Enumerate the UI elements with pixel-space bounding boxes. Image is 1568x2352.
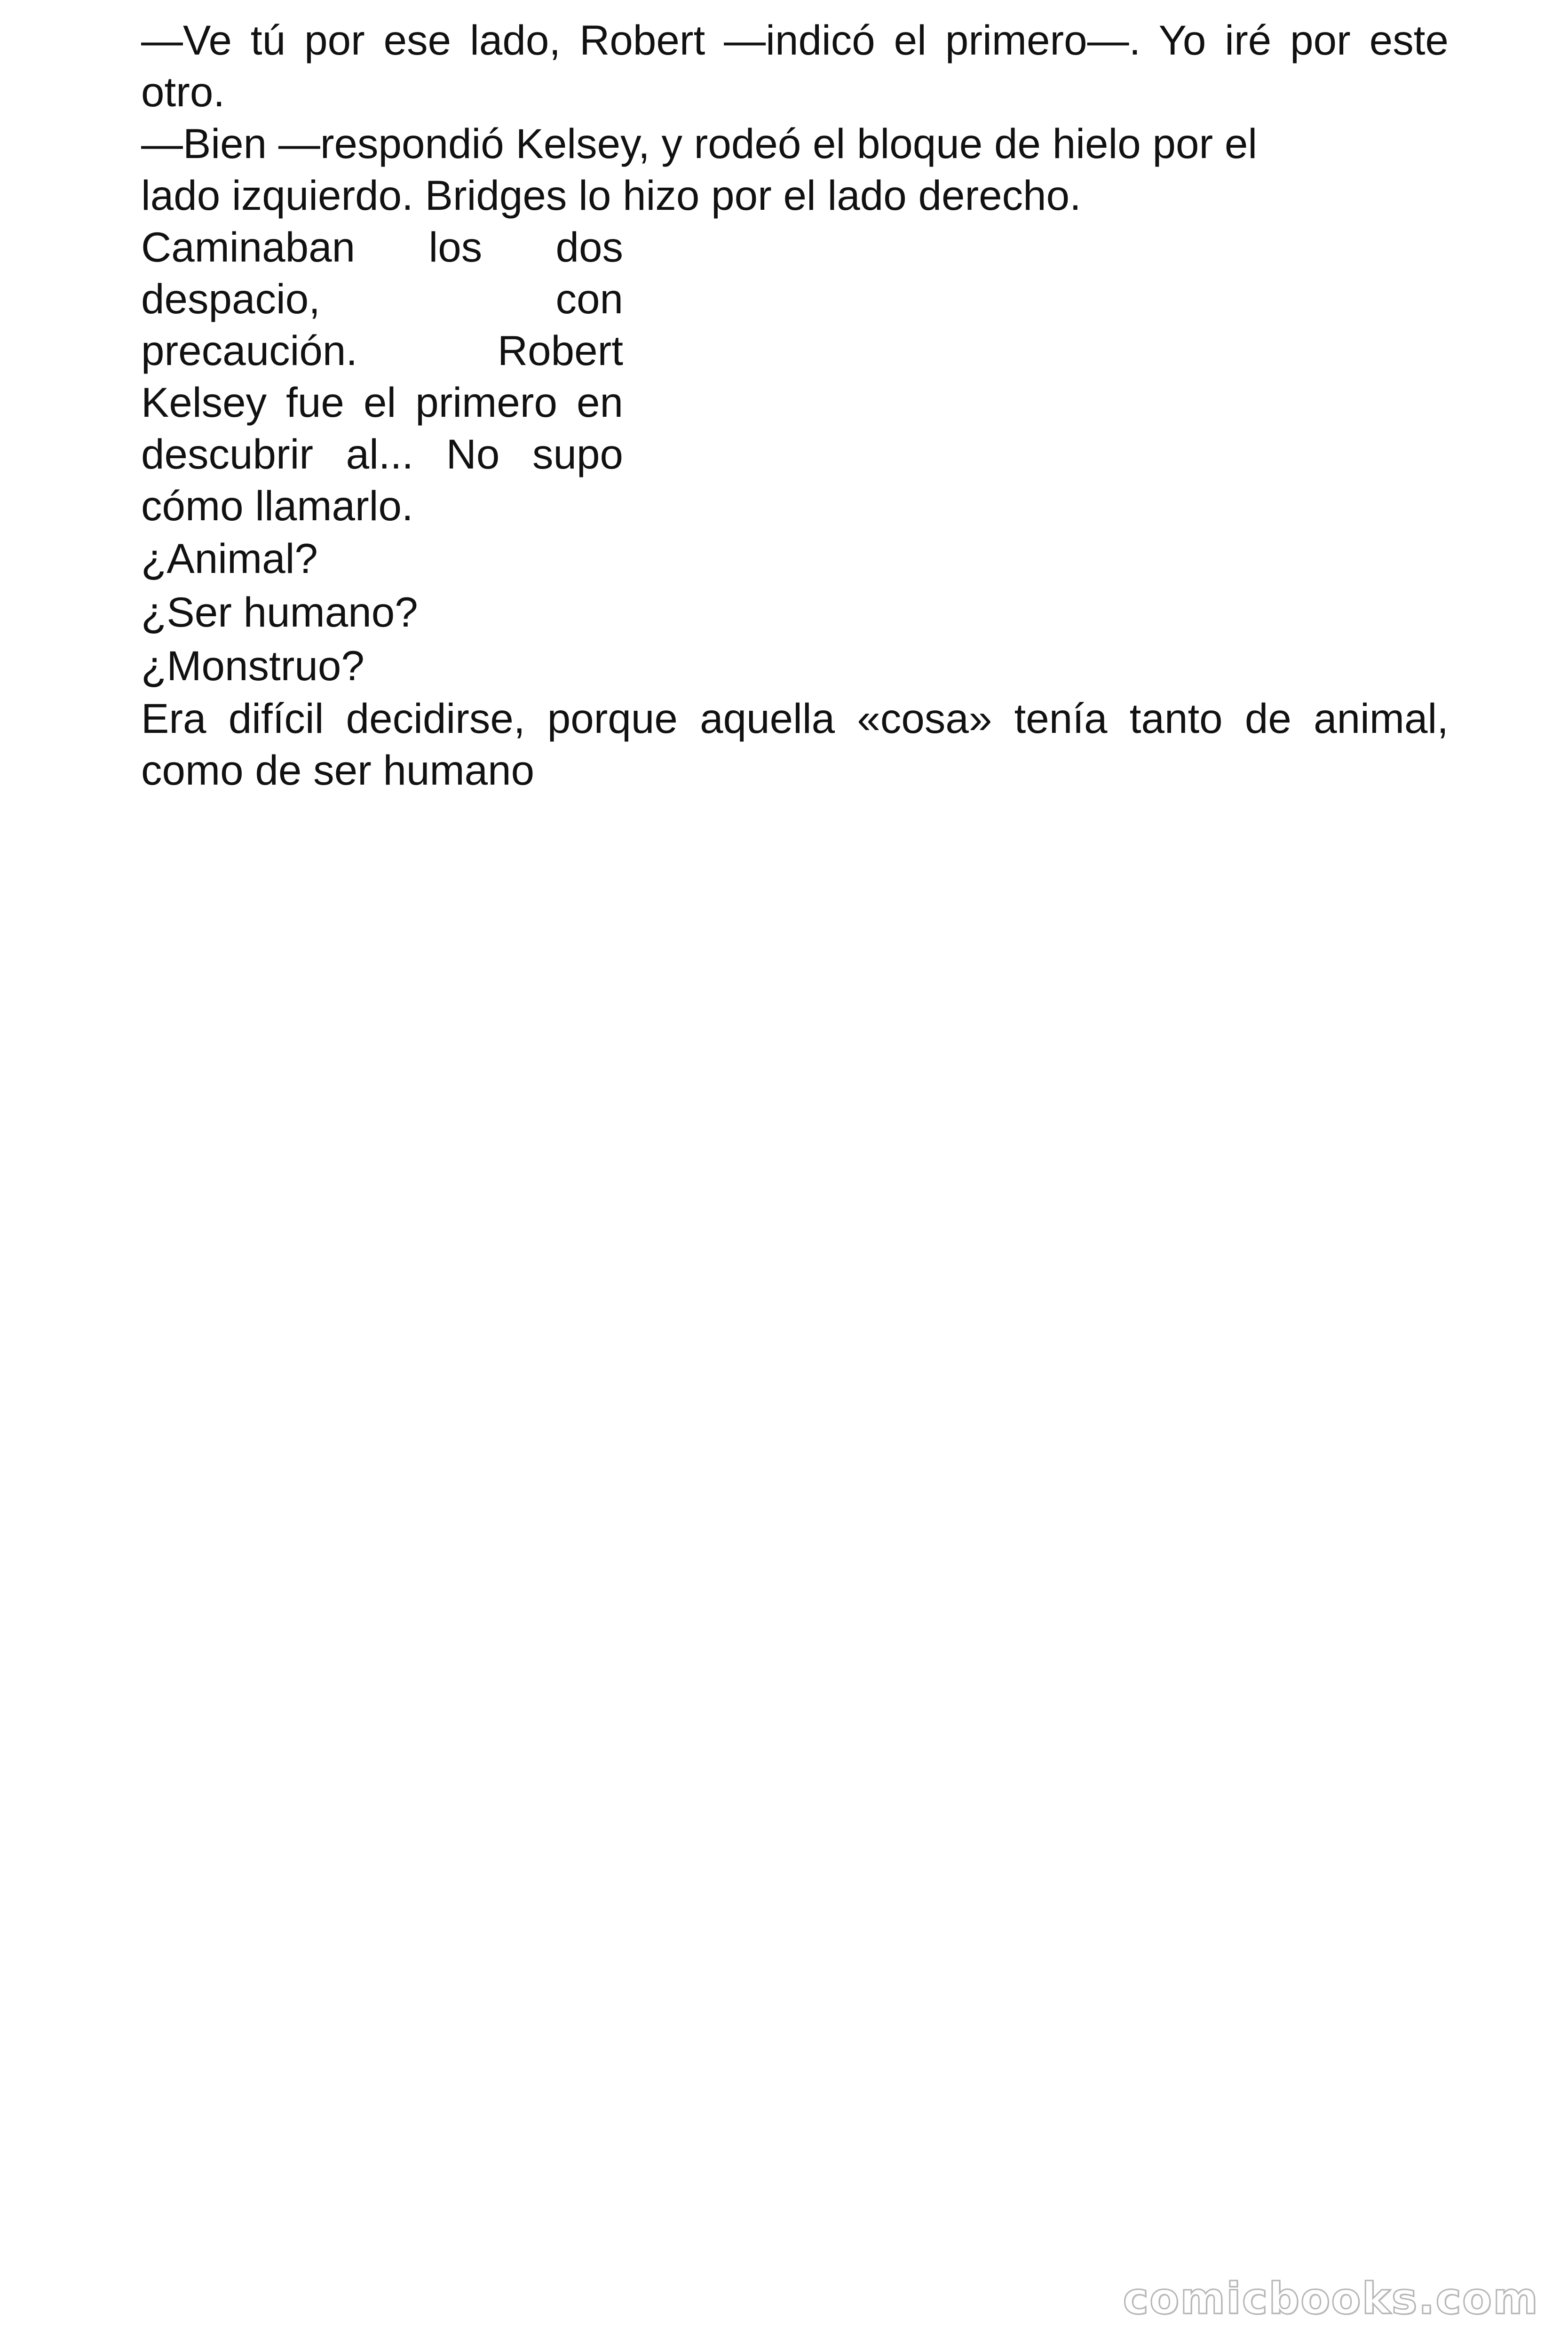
- paragraph: —Bien —respondió Kelsey, y rodeó el bloque de hielo por el lado izquierdo. Bridges lo hizo por el lado derecho.: [141, 120, 1258, 219]
- paragraph: ¿Ser humano?: [141, 588, 418, 636]
- paragraph: Era difícil decidirse, porque aquella «cosa» tenía tanto de animal, como de ser humano: [141, 695, 1449, 794]
- paragraph: —Ve tú por ese lado, Robert —indicó el primero—. Yo iré por este otro.: [141, 16, 1449, 115]
- watermark: comicbooks.com: [1123, 2273, 1539, 2324]
- paragraph: ¿Monstruo?: [141, 642, 364, 689]
- paragraph: Caminaban los dos despacio, con precaución. Robert Kelsey fue el primero en descubrir al... No supo cómo llamarlo.: [141, 223, 623, 529]
- body-text: [141, 14, 1449, 796]
- paragraph: ¿Animal?: [141, 535, 318, 582]
